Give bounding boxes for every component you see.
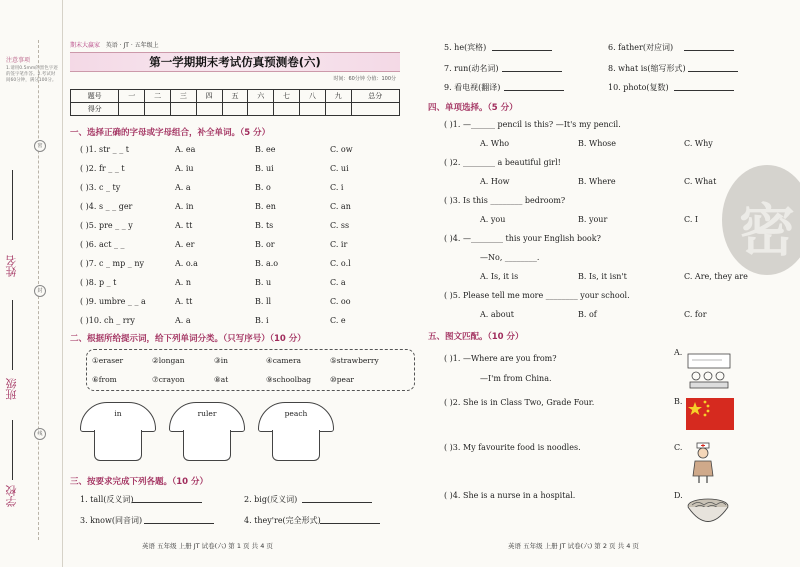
s5-question-line2: —I'm from China. [480,374,552,383]
class-field-label: 班级 [5,378,18,400]
s4-option-b[interactable]: B. Whose [578,139,616,148]
s1-option-a: A. tt [175,221,193,230]
class-line[interactable] [12,300,13,370]
score-cell: 四 [196,90,222,103]
answer-blank[interactable] [302,502,372,503]
s1-option-b: B. ts [255,221,274,230]
s4-option-b[interactable]: B. your [578,215,608,224]
s4-option-c[interactable]: C. What [684,177,717,186]
section5-title: 五、图文匹配。（10 分） [428,332,524,342]
s1-option-c: C. a [330,278,346,287]
answer-blank[interactable] [320,523,380,524]
answer-blank[interactable] [132,502,202,503]
exam-title: 第一学期期末考试仿真预测卷(六) [149,55,321,69]
s4-option-c[interactable]: C. Are, they are [684,272,748,281]
s1-option-c: C. ow [330,145,353,154]
stamp-character: 密 [739,199,795,264]
section4-title: 四、单项选择。（5 分） [428,103,518,113]
s4-option-b[interactable]: B. of [578,310,597,319]
s1-question: ( )3. c _ ty [80,183,121,192]
s1-option-b: B. ui [255,164,274,173]
score-table [70,89,400,116]
section1-title: 一、选择正确的字母或字母组合，补全单词。（5 分） [70,128,271,138]
score-table-score-row [71,103,400,116]
s4-option-a[interactable]: A. about [480,310,514,319]
word-bank-item: ①eraser [92,356,124,365]
answer-blank[interactable] [504,90,564,91]
s1-option-c: C. e [330,316,346,325]
s3-prompt: 2. big(反义词) [244,495,298,504]
s3-prompt: 4. they're(完全形式) [244,516,321,525]
s5-question[interactable]: ( )3. My favourite food is noodles. [444,443,581,452]
s4-option-c[interactable]: C. Why [684,139,713,148]
s1-option-a: A. o.a [175,259,198,268]
s3-prompt: 6. father(对应词) [608,43,674,52]
s4-option-b[interactable]: B. Is, it isn't [578,272,627,281]
china-flag-picture [686,398,734,430]
s1-option-b: B. ee [255,145,276,154]
score-table-header-row [71,90,400,103]
word-bank-item: ②longan [152,356,185,365]
score-input-cell[interactable] [351,103,399,116]
picture-label-a: A. [674,348,683,357]
s1-question: ( )8. p _ t [80,278,117,287]
category-label: ruler [197,409,217,418]
score-input-cell[interactable] [248,103,274,116]
score-input-cell[interactable] [145,103,171,116]
s4-option-a[interactable]: A. Is, it is [480,272,519,281]
s4-question[interactable]: ( )4. —________ this your English book? [444,234,601,243]
s3-prompt: 7. run(动名词) [444,64,499,73]
score-input-cell[interactable] [274,103,300,116]
s1-option-b: B. ll [255,297,272,306]
school-field-label: 学校 [5,485,18,507]
s4-option-a[interactable]: A. How [480,177,510,186]
s1-option-c: C. o.l [330,259,351,268]
section3-title: 三、按要求完成下列各题。（10 分） [70,477,209,487]
s4-question-line2: —No, ________. [480,253,540,262]
word-bank-item: ⑩pear [330,375,355,384]
score-input-cell[interactable] [119,103,145,116]
answer-blank[interactable] [688,71,738,72]
picture-label-b: B. [674,397,683,406]
score-cell: 五 [222,90,248,103]
s1-option-b: B. u [255,278,272,287]
score-input-cell[interactable] [170,103,196,116]
word-bank-item: ④camera [266,356,302,365]
word-bank-item: ⑤strawberry [330,356,379,365]
s3-prompt: 10. photo(复数) [608,83,669,92]
s1-option-b: B. i [255,316,269,325]
mushroom-cap [258,402,334,432]
picture-label-c: C. [674,443,683,452]
score-cell: 六 [248,90,274,103]
seal-char-1: 密 [34,140,46,152]
s4-option-b[interactable]: B. Where [578,177,616,186]
binding-strip [0,0,63,567]
school-line[interactable] [12,420,13,480]
s1-question: ( )9. umbre _ _ a [80,297,146,306]
score-cell: 三 [170,90,196,103]
category-mushroom-3[interactable] [258,402,332,464]
s1-question: ( )4. s _ _ ger [80,202,133,211]
score-cell: 八 [299,90,325,103]
word-bank-item: ⑨schoolbag [266,375,312,384]
s3-prompt: 1. tall(反义词) [80,495,134,504]
score-cell: 二 [145,90,171,103]
s4-question[interactable]: ( )5. Please tell me more ________ your school. [444,291,630,300]
s1-question: ( )7. c _ mp _ ny [80,259,144,268]
s1-option-b: B. en [255,202,276,211]
s1-option-a: A. n [175,278,192,287]
s1-option-a: A. iu [175,164,194,173]
s1-option-c: C. ui [330,164,349,173]
s4-option-c[interactable]: C. for [684,310,707,319]
picture-label-d: D. [674,491,683,500]
s4-question[interactable]: ( )3. Is this ________ bedroom? [444,196,566,205]
noodles-bowl-picture [686,496,730,530]
score-cell: 一 [119,90,145,103]
score-input-cell[interactable] [299,103,325,116]
s1-question: ( )10. ch _ rry [80,316,135,325]
score-input-cell[interactable] [196,103,222,116]
score-input-cell[interactable] [222,103,248,116]
s4-option-a[interactable]: A. Who [480,139,510,148]
s3-prompt: 9. 看电视(翻译) [444,83,501,92]
score-label: 得分 [71,103,119,116]
mushroom-stem-answer-area[interactable] [272,430,320,461]
s1-option-a: A. ea [175,145,196,154]
answer-blank[interactable] [674,90,734,91]
s3-prompt: 3. know(同音词) [80,516,143,525]
score-cell: 总分 [351,90,399,103]
answer-blank[interactable] [684,50,734,51]
s1-option-a: A. a [175,316,191,325]
name-field-label: 姓名 [5,255,18,277]
category-mushroom-2[interactable] [169,402,243,464]
category-label: peach [284,409,308,418]
notes-text: 1.请用0.5mm的黑色字迹的签字笔作答。2.考试时间60分钟，满分100分。 [6,66,58,83]
s1-option-b: B. or [255,240,275,249]
s1-question: ( )5. pre _ _ y [80,221,133,230]
word-bank-item: ⑦crayon [152,375,185,384]
word-bank-item: ⑥from [92,375,117,384]
category-mushroom-1[interactable] [80,402,154,464]
score-cell: 七 [274,90,300,103]
s1-option-b: B. o [255,183,271,192]
score-input-cell[interactable] [325,103,351,116]
s1-option-c: C. oo [330,297,351,306]
header-bar [70,40,400,50]
watermark-stamp [722,165,800,275]
s1-option-c: C. i [330,183,344,192]
nurse-picture [690,442,716,484]
answer-blank[interactable] [492,50,552,51]
s5-question[interactable]: ( )2. She is in Class Two, Grade Four. [444,398,595,407]
s1-question: ( )2. fr _ _ t [80,164,125,173]
mushroom-cap [169,402,245,432]
s1-option-c: C. ss [330,221,350,230]
category-label: in [114,409,122,418]
s1-option-c: C. ir [330,240,348,249]
classroom-picture [686,352,732,390]
s1-option-a: A. a [175,183,191,192]
answer-blank[interactable] [502,71,562,72]
s1-question: ( )6. act _ _ [80,240,125,249]
s4-option-c[interactable]: C. I [684,215,699,224]
s5-question[interactable]: ( )4. She is a nurse in a hospital. [444,491,576,500]
footer-left: 英语 五年级 上册 JT 试卷(六) 第 1 页 共 4 页 [142,542,273,550]
s1-question: ( )1. str _ _ t [80,145,129,154]
name-line[interactable] [12,170,13,240]
s4-question[interactable]: ( )1. —______ pencil is this? —It's my pencil. [444,120,621,129]
score-cell: 题号 [71,90,119,103]
s1-option-a: A. in [175,202,194,211]
s4-option-a[interactable]: A. you [480,215,506,224]
s3-prompt: 8. what is(缩写形式) [608,64,686,73]
score-cell: 九 [325,90,351,103]
footer-right: 英语 五年级 上册 JT 试卷(六) 第 2 页 共 4 页 [508,542,639,550]
mushroom-cap [80,402,156,432]
s1-option-b: B. a.o [255,259,279,268]
edition-label: 英语 · JT · 五年级上 [105,42,159,49]
s4-question[interactable]: ( )2. ________ a beautiful girl! [444,158,561,167]
word-bank-item: ③in [214,356,228,365]
word-bank-item: ⑧at [214,375,229,384]
section2-title: 二、根据所给提示词，给下列单词分类。（只写序号）（10 分） [70,334,306,344]
s1-option-c: C. an [330,202,351,211]
seal-char-3: 线 [34,428,46,440]
s1-option-a: A. tt [175,297,193,306]
notes-title: 注意事项 [6,57,31,64]
brand-name: 期末大赢家 [70,42,101,49]
mushroom-stem-answer-area[interactable] [183,430,231,461]
s1-option-a: A. er [175,240,195,249]
s5-question[interactable]: ( )1. —Where are you from? [444,354,557,363]
s3-prompt: 5. he(宾格) [444,43,487,52]
seal-char-2: 封 [34,285,46,297]
answer-blank[interactable] [144,523,214,524]
mushroom-stem-answer-area[interactable] [94,430,142,461]
time-info: 时间：60分钟 分值：100分 [333,76,396,82]
title-band [70,52,400,72]
